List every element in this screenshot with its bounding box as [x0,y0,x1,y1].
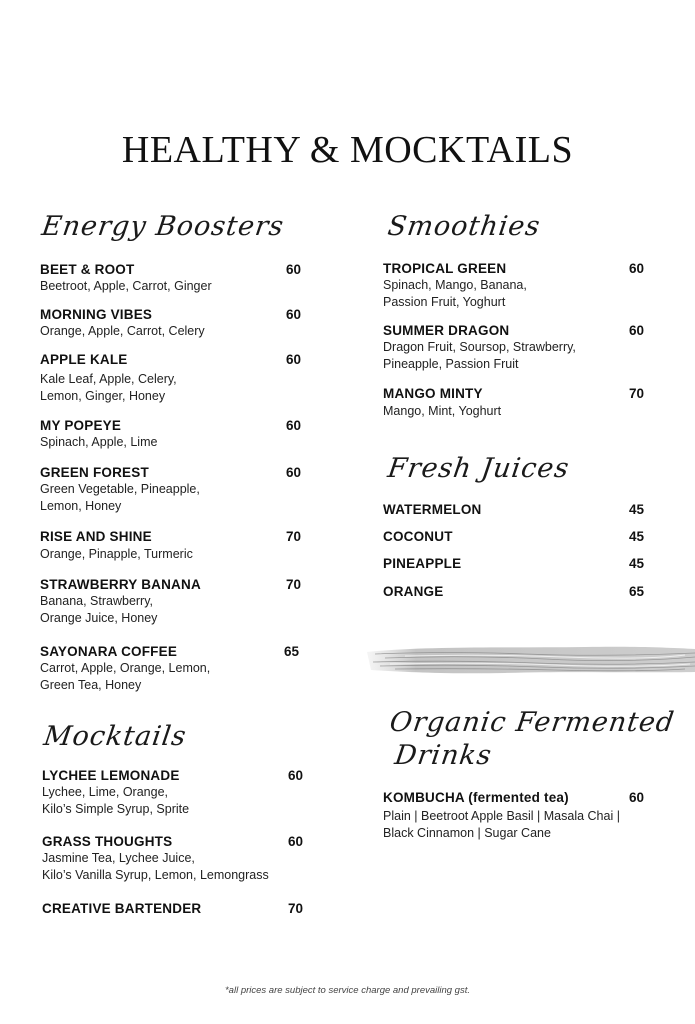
item-price: 60 [285,418,301,433]
menu-item [42,767,304,818]
energy-boosters-heading: Energy Boosters [39,211,287,242]
menu-item [40,417,302,451]
item-price: 70 [285,529,301,544]
item-description-line: Pineapple, Passion Fruit [383,357,519,371]
item-description [383,277,645,311]
item-description [40,546,302,563]
item-price: 60 [628,790,644,805]
item-description-line: Passion Fruit, Yoghurt [383,295,506,309]
menu-item [42,833,304,884]
item-description [40,371,302,405]
item-description [383,808,645,842]
item-price: 60 [285,262,301,277]
item-name: KOMBUCHA (fermented tea) [383,790,569,805]
item-price: 70 [287,901,303,916]
item-description [383,403,645,420]
item-description-line: Jasmine Tea, Lychee Juice, [42,851,195,865]
item-description [42,850,304,884]
item-description-line: Carrot, Apple, Orange, Lemon, [40,661,211,675]
item-description-line: Lemon, Ginger, Honey [40,389,166,403]
item-description-line: Lemon, Honey [40,499,122,513]
menu-item [40,306,302,340]
item-price: 60 [285,465,301,480]
fermented-drinks-heading-line1: Organic Fermented [387,707,677,738]
fermented-drinks-heading-line2: Drinks [392,740,494,771]
item-description [40,660,302,694]
prices-footnote: *all prices are subject to service charge and prevailing gst. [224,985,470,996]
mocktails-heading: Mocktails [41,721,189,752]
item-description-line: Beetroot, Apple, Carrot, Ginger [40,279,212,293]
item-description-line: Green Vegetable, Pineapple, [40,482,200,496]
item-description-line: Mango, Mint, Yoghurt [383,404,502,418]
item-description [40,323,302,340]
item-description-line: Orange, Pinapple, Turmeric [40,547,193,561]
item-price: 70 [628,386,644,401]
item-description-line: Spinach, Apple, Lime [40,435,158,449]
item-name: SUMMER DRAGON [383,323,510,338]
item-name: CREATIVE BARTENDER [42,901,202,916]
item-price: 60 [287,768,303,783]
item-description-line: Kilo’s Vanilla Syrup, Lemon, Lemongrass [42,868,269,882]
item-description [40,593,302,627]
item-name: STRAWBERRY BANANA [40,577,201,592]
item-description [383,339,645,373]
menu-item [40,643,302,694]
item-name: MANGO MINTY [383,386,483,401]
item-name: APPLE KALE [40,352,128,367]
menu-item [383,260,645,311]
menu-item [383,555,645,572]
item-name: COCONUT [383,529,453,544]
item-description [40,278,302,295]
item-name: RISE AND SHINE [40,529,152,544]
item-name: SAYONARA COFFEE [40,644,178,659]
item-price: 45 [628,502,644,517]
item-description-line: Spinach, Mango, Banana, [383,278,527,292]
item-description [40,481,302,515]
item-description-line: Banana, Strawberry, [40,594,154,608]
item-name: MY POPEYE [40,418,122,433]
menu-item [40,261,302,295]
item-price: 45 [628,529,644,544]
item-price: 65 [283,644,299,659]
page-title: HEALTHY & MOCKTAILS [121,129,574,171]
item-description-line: Orange Juice, Honey [40,611,158,625]
item-description-line: Kilo’s Simple Syrup, Sprite [42,802,190,816]
menu-item [383,528,645,545]
item-name: GRASS THOUGHTS [42,834,173,849]
item-price: 60 [287,834,303,849]
item-price: 65 [628,584,644,599]
menu-item [383,385,645,420]
item-name: MORNING VIBES [40,307,153,322]
brush-stroke-divider [365,642,695,676]
item-description [42,784,304,818]
item-name: ORANGE [383,584,444,599]
item-description-line: Kale Leaf, Apple, Celery, [40,372,177,386]
item-price: 60 [628,261,644,276]
menu-item [40,528,302,563]
menu-item [40,576,302,627]
menu-item [383,322,645,373]
item-price: 60 [285,307,301,322]
item-name: BEET & ROOT [40,262,135,277]
item-name: PINEAPPLE [383,556,462,571]
menu-item [383,789,645,842]
item-price: 60 [285,352,301,367]
item-description-line: Dragon Fruit, Soursop, Strawberry, [383,340,576,354]
fresh-juices-heading: Fresh Juices [385,453,572,484]
smoothies-heading: Smoothies [385,211,543,242]
menu-item [383,501,645,518]
item-price: 70 [285,577,301,592]
item-name: GREEN FOREST [40,465,149,480]
menu-item [40,464,302,515]
item-price: 60 [628,323,644,338]
item-description-line: Lychee, Lime, Orange, [42,785,168,799]
item-price: 45 [628,556,644,571]
menu-item [42,900,304,917]
item-description-line: Orange, Apple, Carrot, Celery [40,324,205,338]
item-name: LYCHEE LEMONADE [42,768,180,783]
item-description-line: Black Cinnamon | Sugar Cane [383,826,551,840]
item-description [40,434,302,451]
menu-item [40,351,302,405]
item-description-line: Plain | Beetroot Apple Basil | Masala Chai | [383,809,620,823]
item-name: WATERMELON [383,502,482,517]
item-description-line: Green Tea, Honey [40,678,142,692]
item-name: TROPICAL GREEN [383,261,507,276]
menu-item [383,583,645,600]
